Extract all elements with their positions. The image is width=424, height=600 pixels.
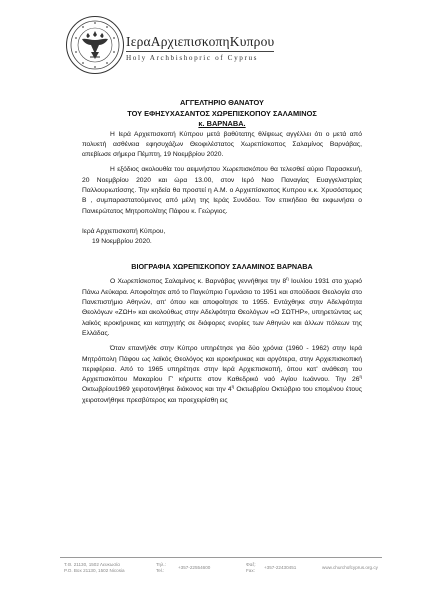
footer-telephone-number: +357-22554600 — [178, 565, 211, 570]
letterhead-brand — [126, 34, 366, 62]
footer-address — [64, 562, 152, 574]
archbishopric-seal-icon — [66, 16, 124, 74]
footer-address-english: P.O. Box 21130, 1502 Nicosia — [64, 568, 125, 573]
organization-name-english: Holy Archbishopric of Cyprus — [126, 54, 259, 62]
footer-fax-label: Φαξ: Fax: — [246, 562, 256, 573]
announcement-title-line-3: κ. ΒΑΡΝΑΒΑ. — [198, 119, 246, 128]
letterhead — [66, 16, 366, 76]
announcement-paragraph-1: Η Ιερά Αρχιεπισκοπή Κύπρου μετά βαθύτατης θλίψεως αγγέλλει ότι ο μετά από πολυετή ασθένεια εφησυχάζων Θεοφιλέστατος Χωρεπίσκοπος Σαλαμίνος Βαρνάβας, απεβίωσε σήμερα Πέμπτη, 19 Νοεμβρίου 2020. — [82, 130, 362, 159]
footer-address-greek: Τ.Θ. 21130, 1502 Λευκωσία — [64, 562, 120, 567]
biography-paragraph-1: Ο Χωρεπίσκοπος Σαλαμίνος κ. Βαρνάβας γεννήθηκε την $8^\eta$ Ιουλίου 1931 στο χωριό Πάνω Λεύκαρα. Αποφοίτησε από το Παγκύπριο Γυμνάσιο το 1951 και σπούδασε Θεολογία στο Πανεπιστήμιο Αθηνών, απ' όπου και αποφοίτησε το 1955. Εντάχθηκε στην Αδελφότητα Θεολόγων «ΖΩΗ» και ακολούθως στην Αδελφότητα Θεολόγων «Ο ΣΩΤΗΡ», υπηρετώντας ως λαϊκός ιεροκήρυκας και κατηχητής σε διάφορες ενορίες των Αθηνών και άλλων πόλεων της Ελλάδας. — [82, 276, 362, 337]
signature-date: 19 Νοεμβρίου 2020. — [92, 238, 152, 246]
footer-telephone-label: Τηλ.: Tel.: — [156, 562, 166, 573]
announcement-title-line-2: ΤΟΥ ΕΦΗΣΥΧΑΣΑΝΤΟΣ ΧΩΡΕΠΙΣΚΟΠΟΥ ΣΑΛΑΜΙΝΟΣ — [127, 108, 317, 118]
announcement-title-line-1: ΑΓΓΕΛΤΗΡΙΟ ΘΑΝΑΤΟΥ — [180, 98, 264, 107]
document-body — [82, 98, 362, 406]
footer-divider — [60, 557, 382, 558]
signature-organization: Ιερά Αρχιεπισκοπή Κύπρου, — [82, 227, 166, 235]
announcement-title — [82, 98, 362, 130]
biography-paragraph-2: Όταν επανήλθε στην Κύπρο υπηρέτησε για δύο χρόνια (1960 - 1962) στην Ιερά Μητρόπολη Πάφου ως λαϊκός Θεολόγος και ιεροκήρυκας και αργότερα, στην Αρχιεπισκοπική περιφέρεια. Από το 1965 υπηρέτησε στην Ιερά Αρχιεπισκοπή, όπου κατ' ανάθεση του Αρχιεπισκόπου Μακαρίου Γ' κήρυττε στον Καθεδρικό ναό Αγίου Ιωάννου. Την $26^\eta$ Οκτωβρίου1969 χειροτονήθηκε διάκονος και την $4^\eta$ Οκτωβρίου Οκτώβριο του επομένου έτους χειροτονήθηκε πρεσβύτερος και προεχειρίσθη εις — [82, 345, 362, 404]
letterhead-rule — [126, 51, 274, 52]
letterhead-footer — [64, 562, 384, 582]
announcement-paragraph-2: Η εξόδιος ακολουθία του αειμνήστου Χωρεπισκόπου θα τελεσθεί αύριο Παρασκευή, 20 Νοεμβρίου 2020 και ώρα 13.00, στον Ιερό Ναο Παναγίας Ευαγγελιστρίας Παλλουριωτίσσης. Την κηδεία θα προστεί η Α.Μ. ο Αρχιεπίσκοπος Κυπρου κ.κ. Χρυσόστομος Β , συμπαραστατούμενος από μέλη της Ιεράς Συνόδου. Τον επικήδειο θα εκφωνήσει ο Πανιερώτατος Μητροπολίτης Πάφου κ. Γεώργιος. — [82, 166, 362, 215]
organization-name-greek: ΙεραΑρχιεπισκοπηΚυπρου — [126, 34, 275, 49]
biography-title: ΒΙΟΓΡΑΦΙΑ ΧΩΡΕΠΙΣΚΟΠΟΥ ΣΑΛΑΜΙΝΟΣ ΒΑΡΝΑΒΑ — [131, 262, 313, 272]
footer-website-link[interactable]: www.churchofcyprus.org.cy — [322, 565, 378, 570]
footer-fax-number: +357-22430451 — [264, 565, 297, 570]
